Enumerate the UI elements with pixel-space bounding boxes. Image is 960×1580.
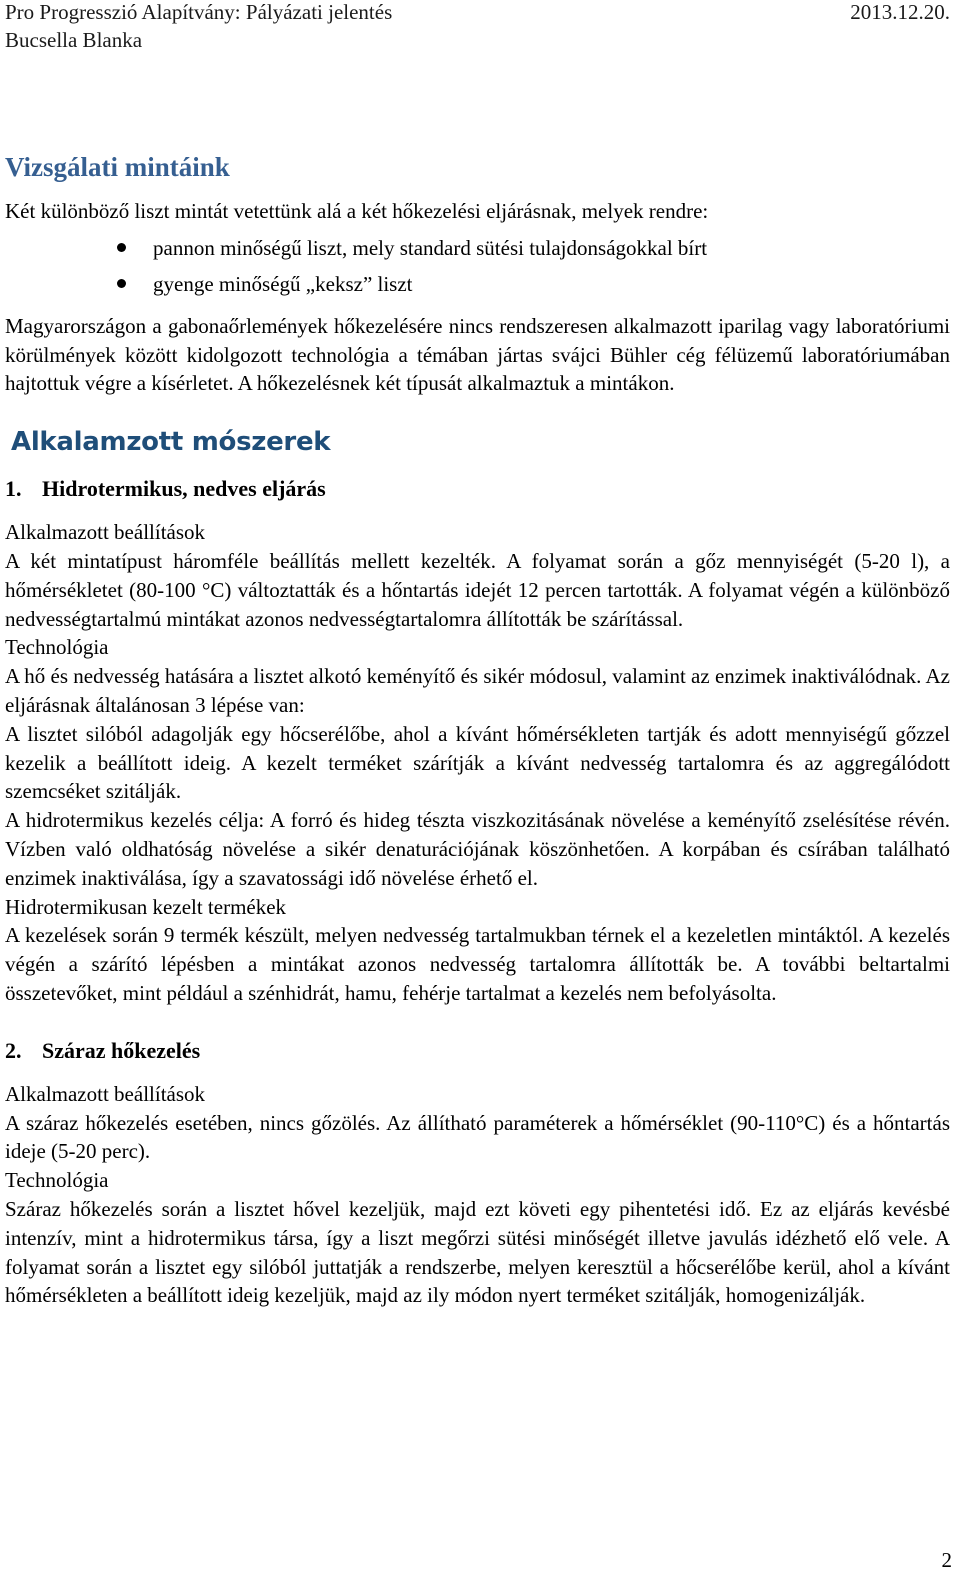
bullet-icon — [117, 243, 126, 252]
technology-text: A hő és nedvesség hatására a lisztet alkotó keményítő és sikér módosul, valamint az enzimek inaktiválódnak. Az eljárásnak általánosan 3 lépése van: — [5, 664, 950, 717]
document-body — [5, 150, 950, 1310]
technology-text: Száraz hőkezelés során a lisztet hővel kezeljük, majd ezt követi egy pihentetési idő. Ez az eljárás kevésbé intenzív, mint a hidrotermikus társa, így a liszt megőrzi sütési minőségét illetve javulás idézhető elő vele. A folyamat során a lisztet egy silóból juttatják a rendszerbe, melyen keresztül a hőcserélőbe kerül, ahol a kívánt hőmérsékleten a beállított ideig kezeljük, majd az ily módon nyert terméket szitálják, homogenizálják. — [5, 1196, 950, 1308]
header-title: Pro Progresszió Alapítvány: Pályázati jelentés — [5, 0, 393, 24]
page-number: 2 — [941, 1548, 952, 1572]
section-title-samples: Vizsgálati mintáink — [5, 152, 230, 182]
settings-label: Alkalmazott beállítások — [5, 1081, 206, 1106]
settings-text: A két mintatípust háromféle beállítás mellett kezelték. A folyamat során a gőz mennyiségét (5-20 l), a hőmérsékletet (80-100 °C) változtatták és a hőntartás idejét 12 percen tartották. A folyamat végén a különböző nedvességtartalmú mintákat azonos nedvességtartalomra állították be szárítással. — [5, 548, 950, 631]
list-item-text: gyenge minőségű „keksz” liszt — [153, 271, 413, 296]
list-item — [5, 230, 950, 266]
method-number: 2. — [5, 1037, 22, 1063]
technology-steps-text: A lisztet silóból adagolják egy hőcserélőbe, ahol a kívánt hőmérsékleten tartják és adott mennyiségű gőzzel kezelik a beállított ideig. A kezelt terméket szárítják a kívánt nedvesség tartalomra és az aggregálódott szemcséket szitálják. — [5, 721, 950, 804]
header-date: 2013.12.20. — [850, 0, 950, 24]
settings-text: A száraz hőkezelés esetében, nincs gőzölés. Az állítható paraméterek a hőmérséklet (90-110°C) és a hőntartás ideje (5-20 perc). — [5, 1110, 950, 1164]
treatment-goal — [5, 806, 950, 892]
method-title: Hidrotermikus, nedves eljárás — [42, 476, 326, 502]
goal-label: A hidrotermikus kezelés célja: — [5, 808, 265, 833]
method-number: 1. — [5, 476, 22, 502]
header-author: Bucsella Blanka — [5, 28, 143, 52]
page-header — [5, 0, 950, 54]
sample-list — [5, 230, 950, 302]
section-title-methods: Alkalamzott mószerek — [11, 427, 331, 458]
method-heading-dry — [5, 1036, 950, 1066]
products-label: Hidrotermikusan kezelt termékek — [5, 894, 287, 919]
bullet-icon — [117, 279, 126, 288]
samples-intro: Két különböző liszt mintát vetettünk alá a két hőkezelési eljárásnak, melyek rendre: — [5, 199, 709, 223]
technology-label: Technológia — [5, 635, 109, 660]
settings-label: Alkalmazott beállítások — [5, 520, 206, 545]
samples-paragraph: Magyarországon a gabonaőrlemények hőkezelésére nincs rendszeresen alkalmazott iparilag vagy laboratóriumi körülmények között kidolgozott technológia a témában jártas svájci Bühler cég félüzemű laboratóriumában hajtottuk végre a kísérletet. A hőkezelésnek két típusát alkalmaztuk a mintákon. — [5, 313, 950, 396]
method-heading-hydrothermal — [5, 474, 950, 504]
goal-text: A forró és hideg tészta viszkozitásának növelése a keményítő zselésítése révén. Vízben való oldhatóság növelése a sikér denaturációjának köszönhetően. A korpában és csírában található enzimek inaktiválása, így a szavatossági idő növelése érhető el. — [5, 808, 950, 890]
list-item — [5, 266, 950, 302]
method-title: Száraz hőkezelés — [42, 1037, 201, 1063]
technology-label: Technológia — [5, 1168, 109, 1193]
list-item-text: pannon minőségű liszt, mely standard sütési tulajdonságokkal bírt — [153, 235, 708, 260]
products-text: A kezelések során 9 termék készült, melyen nedvesség tartalmukban térnek el a kezeletlen mintáktól. A kezelés végén a szárító lépésben a mintákat azonos nedvesség tartalomra állították be. A további beltartalmi összetevőket, mint például a szénhidrát, hamu, fehérje tartalmat a kezelés nem befolyásolta. — [5, 923, 950, 1005]
